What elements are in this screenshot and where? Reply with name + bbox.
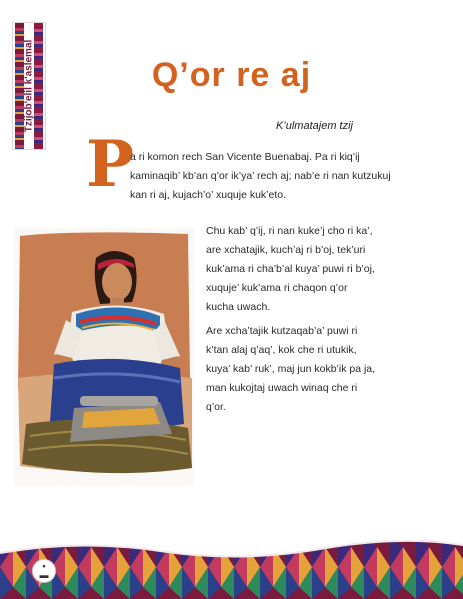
woman-grinding-corn-illustration [14,228,194,486]
paragraph-3: Are xcha’tajik kutzaqab’a’ puwi ri k’tan alaj q’aq’, kok che ri utukik, kuya’ kab’ ruk’, maj jun kokb’ik pa ja, man kukojtaj uwach winaq che ri q’or. [206,325,376,413]
side-tab-label: Tzijob'elil k'aslemal [23,39,35,133]
page-title: Q’or re aj [151,56,312,94]
page-number-badge [32,559,56,583]
footer-textile-band [0,535,463,599]
mayan-number-icon: • ▬ [39,561,49,580]
drop-cap: P [86,127,135,202]
author-line: K’ulmatajem tzij [275,120,353,132]
paragraph-2: Chu kab’ q’ij, ri nan kuke’j cho ri ka’, are xchatajik, kuch’aj ri b’oj, tek’uri kuk’ama ri cha’b’al kuya’ puwi ri b’oj, xuquje’ kuk’ama ri chaqon q’or kucha uwach. [206,225,375,313]
paragraph-1: a ri komon rech San Vicente Buenabaj. Pa ri kiq’ij kaminaqib’ kb’an q’or ik’ya’ rech aj; nab’e ri nan kutzukuj kan ri aj, kujach’o’ xuquje kuk’eto. [130,151,391,201]
